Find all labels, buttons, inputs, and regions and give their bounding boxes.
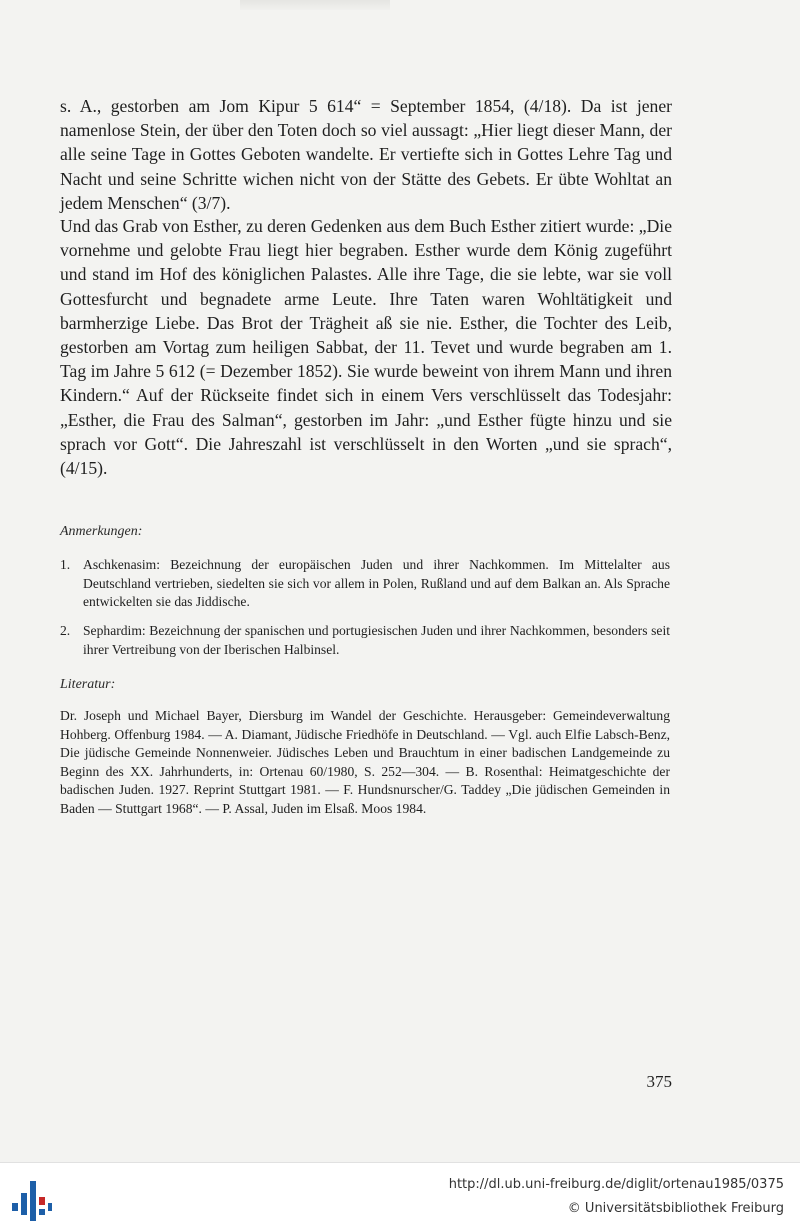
note-item bbox=[60, 622, 670, 659]
ub-freiburg-logo-icon bbox=[12, 1179, 52, 1223]
copyright-notice: © Universitätsbibliothek Freiburg bbox=[567, 1201, 784, 1216]
notes-heading: Anmerkungen: bbox=[60, 524, 143, 539]
literature-heading: Literatur: bbox=[60, 677, 116, 692]
note-text: Aschkenasim: Bezeichnung der europäischen Juden und ihrer Nachkommen. Im Mittelalter aus Deutschland vertrieben, siedelten sie sich vor allem in Polen, Rußland und auf dem Balkan an. Als Sprache entwickelten sie das Jiddische. bbox=[83, 557, 670, 610]
note-number: 2. bbox=[60, 623, 71, 638]
page-number: 375 bbox=[646, 1072, 672, 1091]
viewer-footer bbox=[0, 1162, 800, 1227]
permalink-url[interactable]: http://dl.ub.uni-freiburg.de/diglit/ortenau1985/0375 bbox=[448, 1177, 784, 1192]
body-paragraph-2: Und das Grab von Esther, zu deren Gedenken aus dem Buch Esther zitiert wurde: „Die vornehme und gelobte Frau liegt hier begraben. Esther wurde dem König zugeführt und stand im Hof des königlichen Palastes. Alle ihre Tage, die sie lebte, war sie voll Gottesfurcht und begnadete arme Leute. Ihre Taten waren Wohltätigkeit und barmherzige Liebe. Das Brot der Trägheit aß sie nie. Esther, die Tochter des Leib, gestorben am Vortag zum heiligen Sabbat, der 11. Tevet und wurde begraben am 1. Tag im Jahre 5 612 (= Dezember 1852). Sie wurde beweint von ihrem Mann und ihren Kindern.“ Auf der Rückseite findet sich in einem Vers verschlüsselt das Todesjahr: „Esther, die Frau des Salman“, gestorben im Jahr: „und Esther fügte hinzu und sie sprach vor Gott“. Die Jahreszahl ist verschlüsselt in den Worten „und sie sprach“, (4/15). bbox=[60, 216, 672, 479]
note-item bbox=[60, 556, 670, 612]
note-text: Sephardim: Bezeichnung der spanischen und portugiesischen Juden und ihrer Nachkommen, besonders seit ihrer Vertreibung von der Iberischen Halbinsel. bbox=[83, 623, 670, 657]
note-number: 1. bbox=[60, 557, 71, 572]
literature-text: Dr. Joseph und Michael Bayer, Diersburg im Wandel der Geschichte. Herausgeber: Gemeindeverwaltung Hohberg. Offenburg 1984. — A. Diamant, Jüdische Friedhöfe in Deutschland. — Vgl. auch Elfie Labsch-Benz, Die jüdische Gemeinde Nonnenweier. Jüdisches Leben und Brauchtum in einer badischen Landgemeinde zu Beginn des XX. Jahrhunderts, in: Ortenau 60/1980, S. 252—304. — B. Rosenthal: Heimatgeschichte der badischen Juden. 1927. Reprint Stuttgart 1981. — F. Hundsnurscher/G. Taddey „Die jüdischen Gemeinden in Baden — Stuttgart 1968“. — P. Assal, Juden im Elsaß. Moos 1984. bbox=[60, 708, 670, 816]
body-paragraph-1: s. A., gestorben am Jom Kipur 5 614“ = September 1854, (4/18). Da ist jener namenlose Stein, der über den Toten doch so viel aussagt: „Hier liegt dieser Mann, der alle seine Tage in Gottes Geboten wandelte. Er vertiefte sich in Gottes Lehre Tag und Nacht und seine Schritte wichen nicht von der Stätte des Gebets. Er übte Wohltat an jedem Menschen“ (3/7). bbox=[60, 96, 672, 213]
scan-edge-mark bbox=[240, 0, 390, 10]
